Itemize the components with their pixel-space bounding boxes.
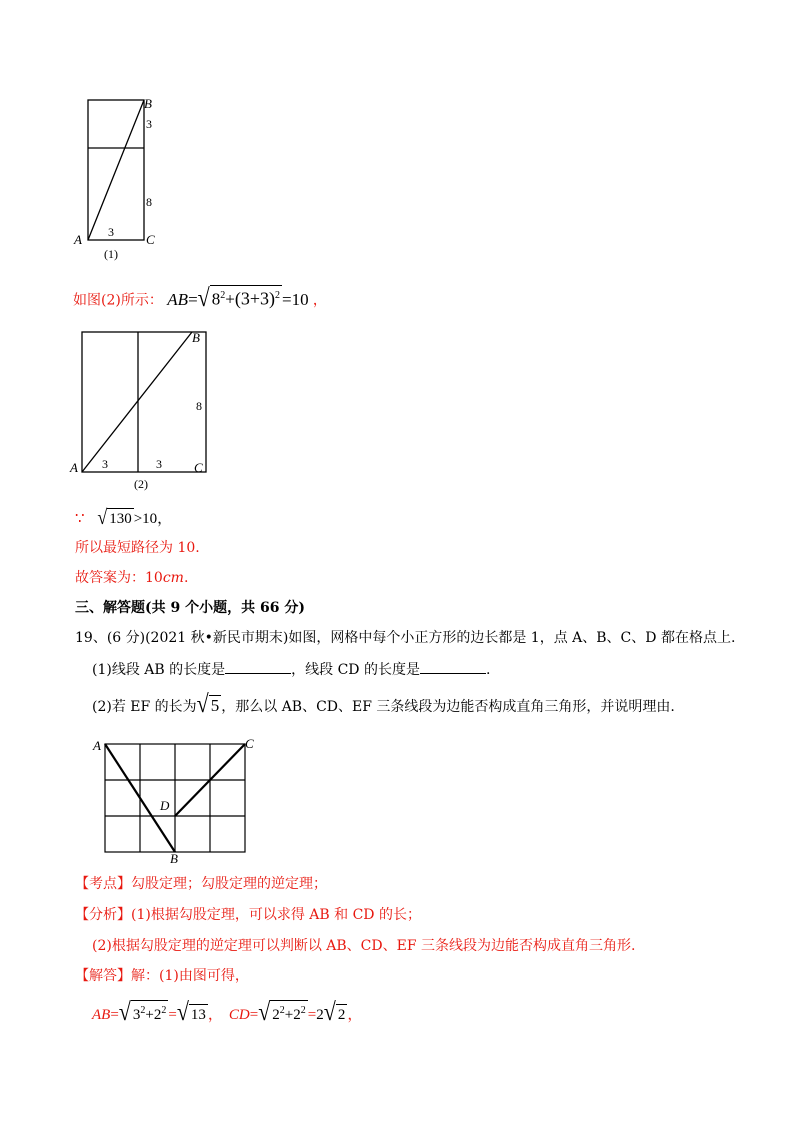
final-eq3: = <box>249 1007 259 1023</box>
fig1-label-a: A <box>74 232 82 247</box>
fig2-seg-side: 8 <box>196 399 202 413</box>
ab-answer-blank <box>225 661 291 674</box>
q19-part2-b: ，那么以 AB、CD、EF 三条线段为边能否构成直角三角形，并说明理由. <box>221 699 675 715</box>
fig1-caption: (1) <box>104 247 118 261</box>
ab-symbol: AB <box>167 289 189 309</box>
final-eq2: = <box>168 1007 177 1023</box>
shortest-path: 所以最短路径为 10. <box>75 540 200 556</box>
fig2-label-c: C <box>194 460 203 475</box>
fig2-intro-tail: ， <box>312 292 327 309</box>
figure-1 <box>70 92 170 262</box>
final-sep: ， <box>207 1007 223 1023</box>
final-r1: 3 <box>132 1007 141 1023</box>
q19-part1 <box>92 660 490 680</box>
fig2-seg-bottom-left: 3 <box>102 457 108 471</box>
fenxi-tag: 【分析】 <box>75 907 131 923</box>
grid-label-b: B <box>170 851 178 864</box>
exp-b: 2 <box>274 290 280 301</box>
final-e4: 2 <box>300 1005 306 1016</box>
fenxi-text1: (1)根据勾股定理，可以求得 AB 和 CD 的长； <box>131 907 421 923</box>
q19-part1-a: (1)线段 AB 的长度是 <box>92 662 226 678</box>
final-plus2: +2 <box>284 1007 301 1023</box>
q19-part2: (2)若 EF 的长为√ 5 ，那么以 AB、CD、EF 三条线段为边能否构成直角三角形，并说明理由. <box>92 689 675 718</box>
final-e3: 2 <box>279 1005 285 1016</box>
fig1-label-c: C <box>146 232 155 247</box>
kaodian-line <box>75 874 327 894</box>
fig2-label-a: A <box>70 460 78 475</box>
fig1-seg-side: 8 <box>146 195 152 209</box>
fig2-intro-lead: 如图(2)所示： <box>73 292 163 309</box>
result: =10 <box>281 289 309 309</box>
cd-answer-blank <box>420 661 486 674</box>
answer-value: 10 <box>145 570 163 586</box>
final-end: ， <box>347 1007 363 1023</box>
fig2-seg-bottom-right: 3 <box>156 457 162 471</box>
because-rest: >10， <box>133 511 173 527</box>
because-line: ∵ √ 130 >10， <box>75 505 173 529</box>
grid-label-a: A <box>93 738 101 753</box>
fig2-intro: 如图(2)所示： AB=√ $8^2+(3+3)^2 =10$ ， <box>73 282 327 312</box>
figure-2 <box>68 326 218 496</box>
grid-label-d: D <box>160 798 170 813</box>
q19-part1-c: . <box>485 662 491 678</box>
grid-label-c: C <box>245 736 254 751</box>
final-formula: AB=√ $3^2+2^2$ =√ 13 ， CD=√ $2^2+2^2 =2√$ 2 ， <box>92 997 363 1026</box>
final-r2: 13 <box>189 1004 208 1025</box>
final-cd: CD <box>228 1007 250 1023</box>
q19-stem: 19、(6 分)(2021 秋•新民市期末)如图，网格中每个小正方形的边长都是 1，点 A、B、C、D 都在格点上. <box>75 630 736 646</box>
final-eq4: = <box>307 1007 317 1023</box>
fig2-label-b: B <box>192 330 200 345</box>
final-ab: AB <box>92 1007 111 1023</box>
because-symbol: ∵ <box>75 509 85 527</box>
fig1-label-b: B <box>144 96 152 111</box>
final-e1: 2 <box>140 1005 146 1016</box>
final-coef: 2 <box>316 1007 324 1023</box>
answer-line <box>75 568 188 588</box>
fenxi-line1 <box>75 905 421 925</box>
fenxi-line2: (2)根据勾股定理的逆定理可以判断以 AB、CD、EF 三条线段为边能否构成直角三角形. <box>92 938 636 954</box>
fig1-seg-bottom: 3 <box>108 225 114 239</box>
val-8: 8 <box>211 289 221 309</box>
eq-sign: = <box>188 289 198 309</box>
q19-part1-b: ，线段 CD 的长度是 <box>291 662 420 678</box>
jieda-tag: 【解答】 <box>75 968 131 984</box>
sqrt-5: 5 <box>210 696 220 715</box>
jieda-text: 解：(1)由图可得， <box>131 968 249 984</box>
sqrt-130: 130 <box>107 508 134 529</box>
fig1-seg-top: 3 <box>146 117 152 131</box>
kaodian-tag: 【考点】 <box>75 876 131 892</box>
final-r4: 2 <box>336 1004 348 1025</box>
answer-label: 故答案为： <box>75 570 145 586</box>
final-eq1: = <box>110 1007 119 1023</box>
q19-part2-a: (2)若 EF 的长为 <box>92 699 197 715</box>
final-r3: 2 <box>272 1007 280 1023</box>
final-e2: 2 <box>161 1005 167 1016</box>
grid-figure <box>90 734 270 864</box>
jieda-line <box>75 966 249 986</box>
fig2-caption: (2) <box>134 477 148 491</box>
plus-sign: + <box>225 289 235 309</box>
exp-a: 2 <box>220 290 226 301</box>
final-plus1: +2 <box>145 1007 162 1023</box>
kaodian-text: 勾股定理；勾股定理的逆定理； <box>131 876 327 892</box>
answer-unit: cm <box>162 570 184 586</box>
section-heading: 三、解答题(共 9 个小题，共 66 分) <box>75 600 305 616</box>
answer-end: . <box>183 570 189 586</box>
paren-term: (3+3) <box>234 288 275 309</box>
